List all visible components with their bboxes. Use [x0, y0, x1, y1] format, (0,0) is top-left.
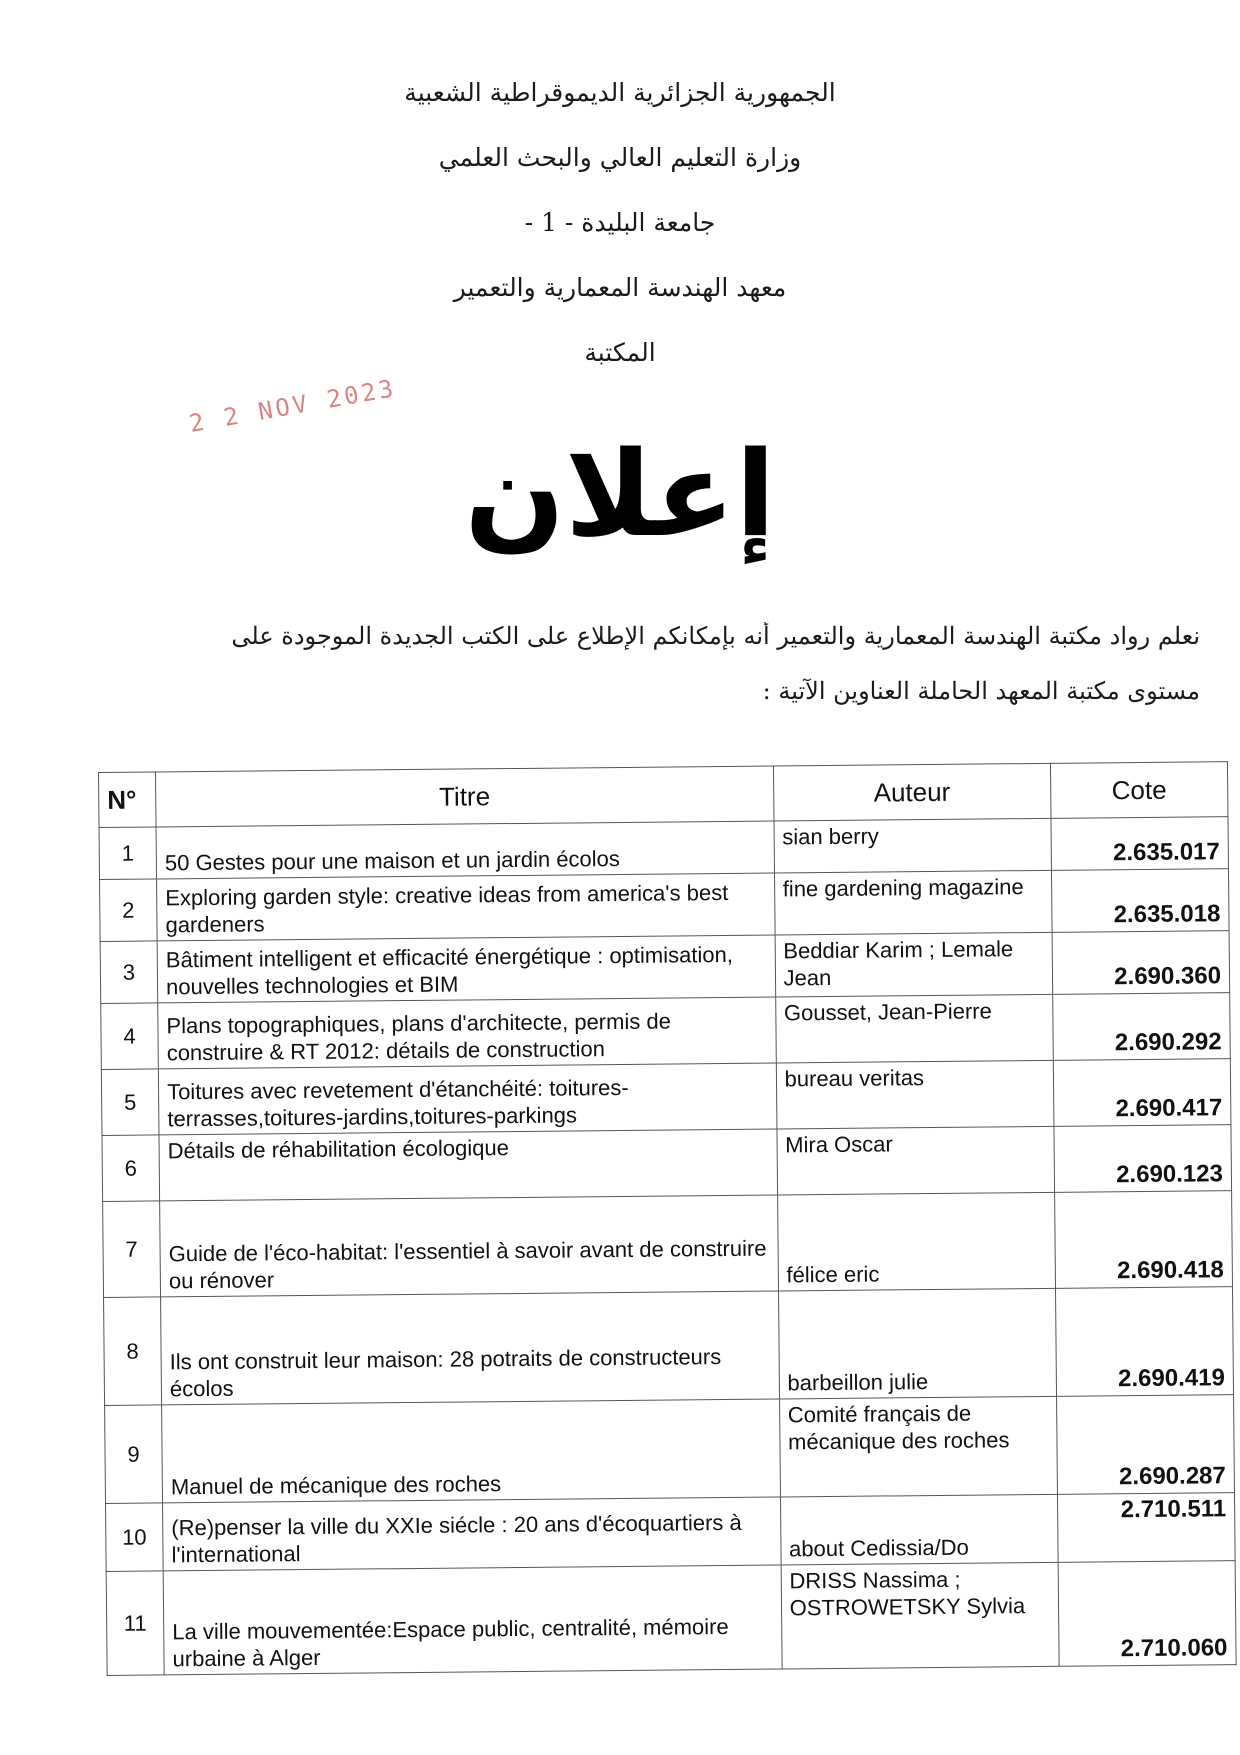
- row-number: 11: [106, 1571, 164, 1676]
- table-row: [101, 1059, 1231, 1136]
- row-cote: 2.690.292: [1053, 993, 1231, 1061]
- row-title: Plans topographiques, plans d'architecte, permis de construire & RT 2012: détails de construction: [158, 997, 776, 1069]
- row-author: about Cedissia/Do: [780, 1494, 1058, 1565]
- announcement-title: إعلان: [464, 425, 776, 563]
- table-row: [104, 1287, 1234, 1406]
- table-row: [102, 1125, 1232, 1202]
- row-number: 4: [101, 1003, 159, 1070]
- row-number: 9: [105, 1405, 163, 1504]
- row-cote: 2.635.018: [1051, 869, 1229, 933]
- row-author: bureau veritas: [776, 1060, 1054, 1129]
- row-number: 3: [100, 941, 158, 1004]
- row-author: sian berry: [774, 818, 1052, 873]
- row-cote: 2.690.419: [1055, 1287, 1233, 1397]
- row-number: 8: [104, 1297, 162, 1406]
- row-cote: 2.690.418: [1054, 1191, 1232, 1289]
- row-cote: 2.710.511: [1057, 1493, 1235, 1563]
- row-author: barbeillon julie: [778, 1288, 1056, 1399]
- row-cote: 2.635.017: [1051, 817, 1229, 871]
- table-row: [105, 1395, 1235, 1504]
- row-cote: 2.710.060: [1058, 1561, 1236, 1667]
- books-table-wrapper: [98, 761, 1237, 1676]
- row-number: 10: [106, 1503, 164, 1572]
- row-author: fine gardening magazine: [774, 870, 1052, 935]
- header-republic: الجمهورية الجزائرية الديموقراطية الشعبية: [404, 78, 836, 107]
- header-institute: معهد الهندسة المعمارية والتعمير: [453, 273, 787, 302]
- row-title: 50 Gestes pour une maison et un jardin écolos: [156, 821, 774, 879]
- row-author: DRISS Nassima ; OSTROWETSKY Sylvia: [781, 1562, 1059, 1669]
- header-university: جامعة البليدة - 1 -: [524, 208, 716, 237]
- row-number: 7: [103, 1201, 161, 1298]
- row-title: La ville mouvementée:Espace public, centralité, mémoire urbaine à Alger: [163, 1565, 782, 1675]
- books-table: [98, 761, 1237, 1676]
- intro-line-2: مستوى مكتبة المعهد الحاملة العناوين الآتية :: [762, 677, 1200, 705]
- header-library: المكتبة: [584, 338, 656, 367]
- intro-line-1: نعلم رواد مكتبة الهندسة المعمارية والتعمير أنه بإمكانكم الإطلاع على الكتب الجديدة الموجودة على: [231, 622, 1200, 650]
- row-title: Exploring garden style: creative ideas from america's best gardeners: [157, 873, 775, 941]
- table-row: [100, 931, 1230, 1004]
- row-title: Détails de réhabilitation écologique: [159, 1129, 777, 1201]
- row-number: 1: [99, 827, 157, 880]
- header-ministry: وزارة التعليم العالي والبحث العلمي: [438, 143, 802, 172]
- table-row: [106, 1493, 1236, 1572]
- row-number: 2: [100, 879, 158, 942]
- date-stamp: 2 2 NOV 2023: [187, 374, 399, 438]
- header-title: Titre: [156, 766, 774, 827]
- row-title: Bâtiment intelligent et efficacité énergétique : optimisation, nouvelles technologies et BIM: [157, 935, 775, 1003]
- row-cote: 2.690.417: [1053, 1059, 1231, 1127]
- row-cote: 2.690.360: [1052, 931, 1230, 995]
- header-author: Auteur: [773, 763, 1051, 821]
- row-title: (Re)penser la ville du XXIe siécle : 20 ans d'écoquartiers à l'international: [163, 1497, 781, 1571]
- row-author: Beddiar Karim ; Lemale Jean: [775, 932, 1053, 997]
- row-title: Toitures avec revetement d'étanchéité: toitures-terrasses,toitures-jardins,toitures-parkings: [158, 1063, 776, 1135]
- table-row: [106, 1561, 1236, 1676]
- row-author: Comité français de mécanique des roches: [779, 1396, 1057, 1497]
- header-number: N°: [99, 772, 157, 828]
- row-author: Mira Oscar: [777, 1126, 1055, 1195]
- row-number: 6: [102, 1135, 160, 1202]
- row-number: 5: [101, 1069, 159, 1136]
- table-row: [100, 869, 1230, 942]
- row-cote: 2.690.287: [1056, 1395, 1234, 1495]
- row-title: Guide de l'éco-habitat: l'essentiel à savoir avant de construire ou rénover: [160, 1195, 778, 1297]
- header-cote: Cote: [1050, 762, 1228, 819]
- row-author: Gousset, Jean-Pierre: [775, 994, 1053, 1063]
- table-row: [103, 1191, 1233, 1298]
- table-row: [101, 993, 1231, 1070]
- row-cote: 2.690.123: [1054, 1125, 1232, 1193]
- row-title: Manuel de mécanique des roches: [162, 1399, 780, 1503]
- row-author: félice eric: [777, 1192, 1055, 1291]
- row-title: Ils ont construit leur maison: 28 potraits de constructeurs écolos: [161, 1291, 780, 1405]
